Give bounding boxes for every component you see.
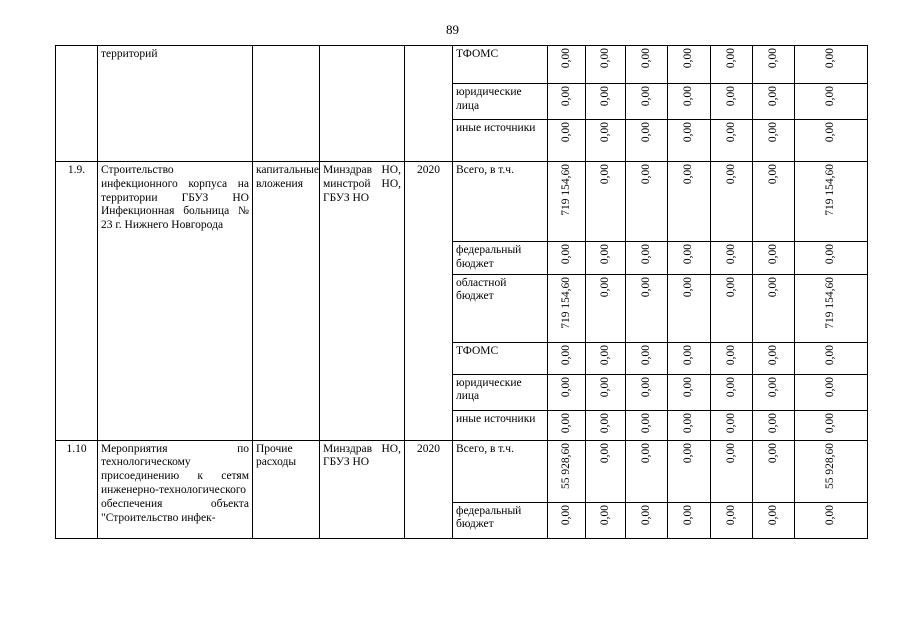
amount-cell: [795, 410, 868, 440]
amount-cell: [711, 274, 753, 342]
amount-cell: [626, 440, 668, 502]
amount-cell: [753, 374, 795, 410]
amount-value: 0,00: [724, 376, 737, 397]
amount-cell: [586, 342, 626, 374]
amount-cell: [753, 410, 795, 440]
amount-cell: [626, 120, 668, 162]
amount-value: 0,00: [724, 48, 737, 69]
amount-cell: [548, 502, 586, 538]
amount-cell: [753, 162, 795, 242]
amount-value: 719 154,60: [559, 276, 572, 329]
year-cell: [405, 46, 453, 162]
amount-cell: [668, 374, 711, 410]
amount-cell: [586, 162, 626, 242]
amount-value: 0,00: [682, 376, 695, 397]
amount-value: 0,00: [766, 276, 779, 297]
amount-value: 0,00: [824, 48, 837, 69]
amount-cell: [711, 374, 753, 410]
funding-source-cell: федеральный бюджет: [453, 242, 548, 275]
amount-cell: [795, 342, 868, 374]
funding-source-cell: областной бюджет: [453, 274, 548, 342]
funding-source-cell: федеральный бюджет: [453, 502, 548, 538]
amount-cell: [548, 162, 586, 242]
amount-cell: [753, 120, 795, 162]
amount-value: 0,00: [598, 276, 611, 297]
amount-cell: [668, 342, 711, 374]
amount-cell: [795, 374, 868, 410]
amount-cell: [548, 410, 586, 440]
amount-value: 55 928,60: [824, 442, 837, 489]
amount-cell: [626, 162, 668, 242]
amount-cell: [586, 502, 626, 538]
executor-cell: [320, 46, 405, 162]
amount-cell: [711, 84, 753, 120]
amount-cell: [626, 46, 668, 84]
expense-type-cell: [253, 46, 320, 162]
amount-cell: [711, 46, 753, 84]
amount-cell: [626, 502, 668, 538]
year-cell: 2020: [405, 440, 453, 538]
amount-cell: [711, 342, 753, 374]
year-cell: 2020: [405, 162, 453, 441]
amount-value: 0,00: [766, 86, 779, 107]
amount-value: 0,00: [598, 122, 611, 143]
amount-cell: [548, 374, 586, 410]
amount-cell: [586, 274, 626, 342]
amount-value: 0,00: [682, 504, 695, 525]
amount-value: 0,00: [598, 244, 611, 265]
amount-value: 0,00: [639, 276, 652, 297]
amount-cell: [668, 120, 711, 162]
amount-value: 0,00: [639, 164, 652, 185]
measure-name-cell: территорий: [98, 46, 253, 162]
amount-value: 0,00: [724, 276, 737, 297]
amount-cell: [548, 440, 586, 502]
amount-value: 0,00: [559, 48, 572, 69]
funding-source-cell: юридические лица: [453, 84, 548, 120]
amount-value: 0,00: [639, 344, 652, 365]
amount-value: 0,00: [766, 48, 779, 69]
amount-cell: [753, 440, 795, 502]
amount-value: 0,00: [682, 276, 695, 297]
amount-value: 719 154,60: [559, 164, 572, 216]
amount-cell: [668, 46, 711, 84]
amount-value: 0,00: [682, 442, 695, 463]
amount-value: 0,00: [639, 376, 652, 397]
amount-value: 0,00: [639, 122, 652, 143]
table-row: [56, 440, 868, 502]
amount-value: 0,00: [766, 442, 779, 463]
amount-cell: [668, 242, 711, 275]
amount-value: 0,00: [559, 122, 572, 143]
amount-value: 55 928,60: [559, 442, 572, 489]
amount-value: 0,00: [598, 442, 611, 463]
amount-cell: [711, 440, 753, 502]
amount-value: 0,00: [559, 86, 572, 107]
amount-cell: [626, 242, 668, 275]
amount-cell: [586, 410, 626, 440]
amount-cell: [668, 502, 711, 538]
amount-cell: [795, 162, 868, 242]
amount-cell: [753, 342, 795, 374]
amount-cell: [626, 84, 668, 120]
funding-source-cell: ТФОМС: [453, 342, 548, 374]
amount-cell: [753, 46, 795, 84]
amount-value: 0,00: [559, 244, 572, 265]
amount-value: 0,00: [598, 504, 611, 525]
amount-cell: [795, 120, 868, 162]
amount-cell: [711, 410, 753, 440]
amount-cell: [586, 440, 626, 502]
amount-cell: [626, 274, 668, 342]
amount-value: 0,00: [824, 376, 837, 397]
amount-value: 719 154,60: [824, 276, 837, 329]
amount-cell: [548, 84, 586, 120]
amount-value: 0,00: [824, 86, 837, 107]
amount-value: 0,00: [724, 244, 737, 265]
amount-cell: [795, 46, 868, 84]
funding-source-cell: иные источники: [453, 410, 548, 440]
amount-cell: [586, 84, 626, 120]
amount-value: 0,00: [598, 376, 611, 397]
measure-name-cell: Строительство инфекционного корпуса на территории ГБУЗ НО Инфекционная больница № 23 г. Нижнего Новгорода: [98, 162, 253, 441]
amount-value: 719 154,60: [824, 164, 837, 216]
amount-value: 0,00: [639, 504, 652, 525]
amount-value: 0,00: [824, 412, 837, 433]
amount-value: 0,00: [682, 164, 695, 185]
amount-cell: [795, 242, 868, 275]
table-row: [56, 46, 868, 84]
amount-value: 0,00: [766, 164, 779, 185]
amount-value: 0,00: [824, 344, 837, 365]
amount-cell: [586, 120, 626, 162]
funding-source-cell: Всего, в т.ч.: [453, 162, 548, 242]
amount-value: 0,00: [682, 122, 695, 143]
amount-value: 0,00: [724, 442, 737, 463]
amount-value: 0,00: [682, 86, 695, 107]
amount-value: 0,00: [766, 376, 779, 397]
amount-cell: [753, 242, 795, 275]
amount-cell: [548, 342, 586, 374]
amount-cell: [668, 162, 711, 242]
amount-value: 0,00: [682, 412, 695, 433]
amount-value: 0,00: [639, 442, 652, 463]
amount-cell: [548, 120, 586, 162]
amount-cell: [626, 410, 668, 440]
amount-value: 0,00: [559, 344, 572, 365]
amount-cell: [711, 120, 753, 162]
amount-cell: [626, 342, 668, 374]
funding-source-cell: иные источники: [453, 120, 548, 162]
measure-name-cell: Мероприятия по технологическому присоединению к сетям инженерно-технологического обеспечения объекта "Строительство инфек-: [98, 440, 253, 538]
funding-source-cell: ТФОМС: [453, 46, 548, 84]
amount-value: 0,00: [598, 412, 611, 433]
amount-value: 0,00: [824, 504, 837, 525]
amount-cell: [548, 46, 586, 84]
executor-cell: Минздрав НО, минстрой НО, ГБУЗ НО: [320, 162, 405, 441]
expense-type-cell: Прочие расходы: [253, 440, 320, 538]
amount-cell: [711, 162, 753, 242]
amount-cell: [753, 274, 795, 342]
amount-value: 0,00: [724, 504, 737, 525]
amount-cell: [586, 242, 626, 275]
amount-value: 0,00: [682, 48, 695, 69]
funding-source-cell: юридические лица: [453, 374, 548, 410]
amount-value: 0,00: [766, 122, 779, 143]
amount-cell: [795, 502, 868, 538]
amount-cell: [668, 410, 711, 440]
executor-cell: Минздрав НО, ГБУЗ НО: [320, 440, 405, 538]
amount-value: 0,00: [559, 504, 572, 525]
amount-value: 0,00: [559, 412, 572, 433]
budget-table: [55, 45, 868, 539]
row-number-cell: 1.9.: [56, 162, 98, 441]
amount-value: 0,00: [598, 344, 611, 365]
amount-value: 0,00: [639, 48, 652, 69]
amount-value: 0,00: [682, 244, 695, 265]
table-row: [56, 162, 868, 242]
amount-cell: [668, 84, 711, 120]
table-body: [56, 46, 868, 539]
amount-cell: [753, 502, 795, 538]
row-number-cell: 1.10: [56, 440, 98, 538]
amount-cell: [548, 274, 586, 342]
amount-value: 0,00: [724, 344, 737, 365]
amount-cell: [668, 440, 711, 502]
amount-value: 0,00: [766, 344, 779, 365]
amount-value: 0,00: [639, 244, 652, 265]
amount-value: 0,00: [639, 412, 652, 433]
amount-value: 0,00: [598, 86, 611, 107]
amount-cell: [795, 440, 868, 502]
amount-value: 0,00: [724, 412, 737, 433]
funding-source-cell: Всего, в т.ч.: [453, 440, 548, 502]
amount-value: 0,00: [598, 48, 611, 69]
amount-cell: [753, 84, 795, 120]
amount-cell: [711, 242, 753, 275]
row-number-cell: [56, 46, 98, 162]
amount-value: 0,00: [824, 122, 837, 143]
amount-value: 0,00: [824, 244, 837, 265]
amount-value: 0,00: [559, 376, 572, 397]
amount-cell: [626, 374, 668, 410]
amount-value: 0,00: [682, 344, 695, 365]
amount-cell: [548, 242, 586, 275]
expense-type-cell: капитальные вложения: [253, 162, 320, 441]
amount-value: 0,00: [766, 412, 779, 433]
amount-value: 0,00: [724, 122, 737, 143]
amount-cell: [586, 46, 626, 84]
amount-cell: [795, 274, 868, 342]
amount-cell: [668, 274, 711, 342]
amount-value: 0,00: [639, 86, 652, 107]
amount-value: 0,00: [766, 504, 779, 525]
page-number: 89: [446, 22, 459, 37]
amount-cell: [711, 502, 753, 538]
amount-value: 0,00: [766, 244, 779, 265]
amount-value: 0,00: [724, 164, 737, 185]
amount-value: 0,00: [598, 164, 611, 185]
amount-cell: [586, 374, 626, 410]
amount-value: 0,00: [724, 86, 737, 107]
amount-cell: [795, 84, 868, 120]
